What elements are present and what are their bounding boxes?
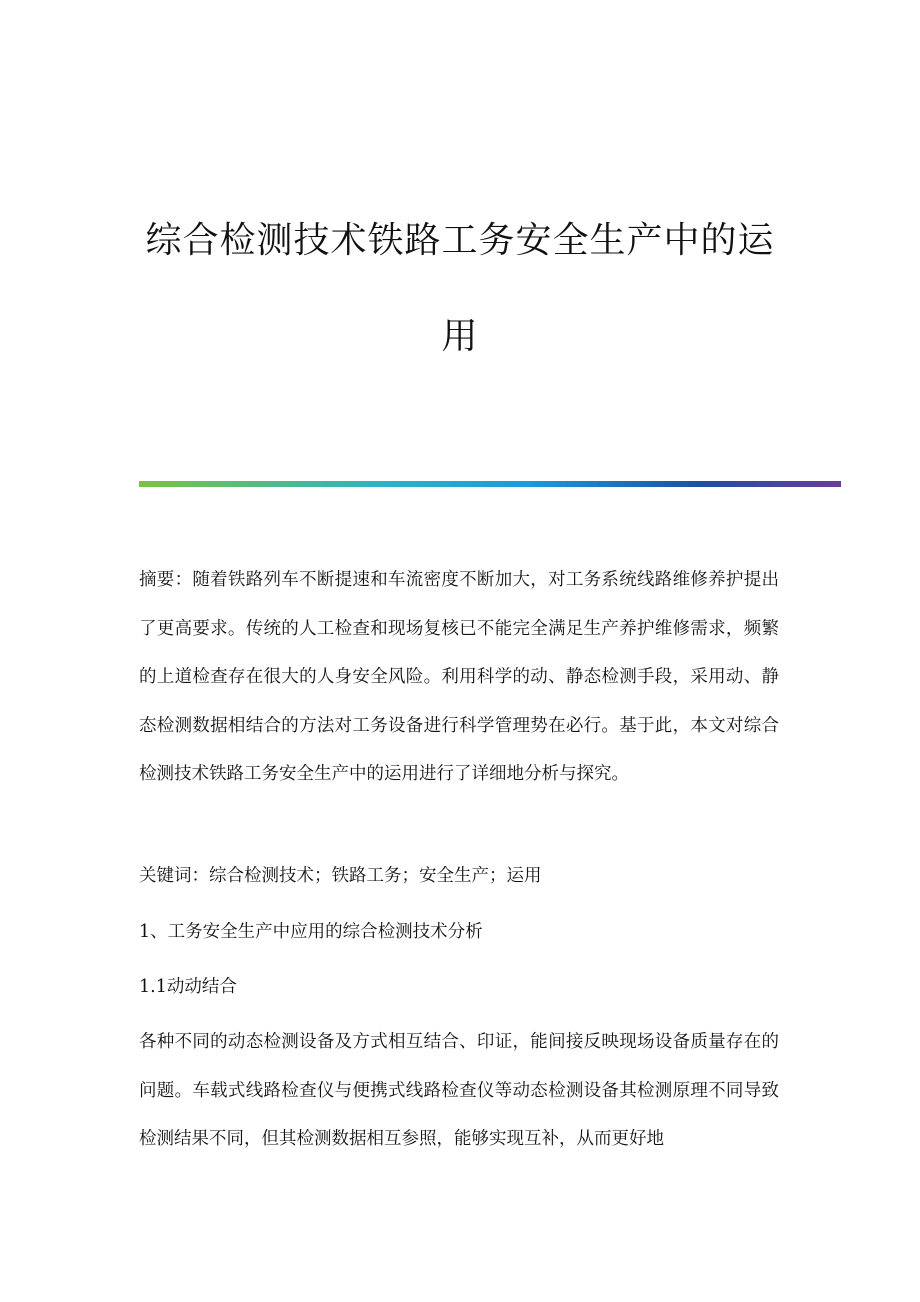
section-1-heading: 1、工务安全生产中应用的综合检测技术分析 — [139, 922, 483, 942]
abstract-paragraph: 摘要：随着铁路列车不断提速和车流密度不断加大，对工务系统线路维修养护提出了更高要求。传统的人工检查和现场复核已不能完全满足生产养护维修需求，频繁的上道检查存在很大的人身安全风险。利用科学的动、静态检测手段，采用动、静态检测数据相结合的方法对工务设备进行科学管理势在必行。基于此，本文对综合检测技术铁路工务安全生产中的运用进行了详细地分析与探究。 — [139, 570, 779, 784]
document-title-line-2: 用 — [441, 316, 479, 357]
keywords-line: 关键词：综合检测技术；铁路工务；安全生产；运用 — [139, 866, 542, 886]
gradient-divider — [139, 481, 841, 487]
document-title-line-1: 综合检测技术铁路工务安全生产中的运 — [145, 220, 775, 261]
body-paragraph: 各种不同的动态检测设备及方式相互结合、印证，能间接反映现场设备质量存在的问题。车载式线路检查仪与便携式线路检查仪等动态检测设备其检测原理不同导致检测结果不同，但其检测数据相互参照，能够实现互补，从而更好地 — [139, 1032, 779, 1149]
section-1-1-heading: 1.1动动结合 — [139, 977, 237, 997]
